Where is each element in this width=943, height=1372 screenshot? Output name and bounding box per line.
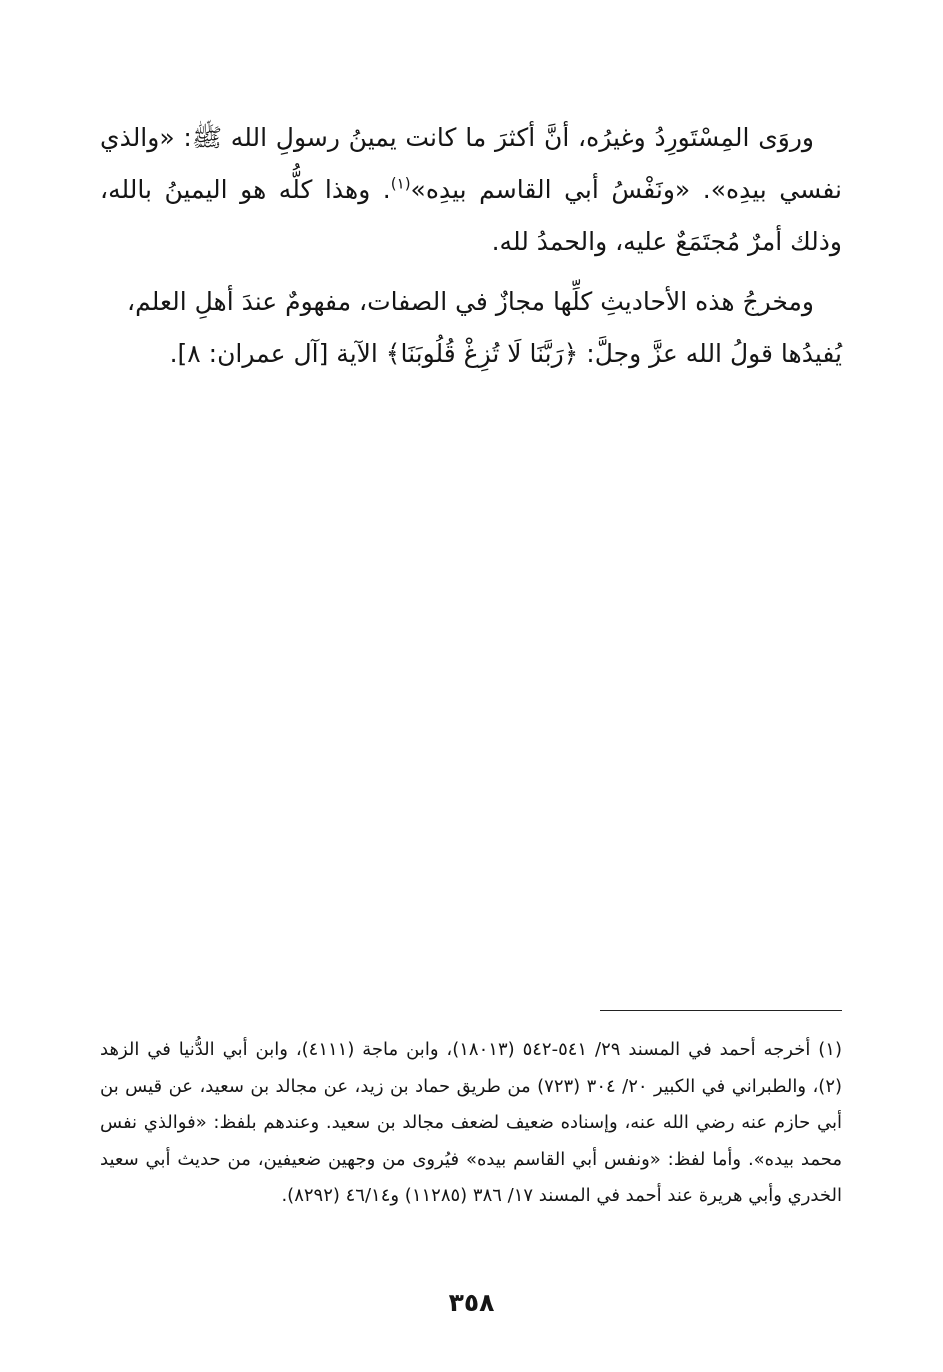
page-number: ٣٥٨ [448, 1288, 495, 1317]
footnote-reference: (١) [390, 174, 411, 193]
footnote-separator [600, 1010, 842, 1011]
paragraph-2: ومخرجُ هذه الأحاديثِ كلِّها مجازٌ في الصفات، مفهومٌ عندَ أهلِ العلم، يُفيدُها قولُ الله عزَّ وجلَّ: ﴿رَبَّنَا لَا تُزِغْ قُلُوبَنَا﴾ الآية [آل عمران: ٨]. [127, 287, 842, 368]
paragraph-1-text-a: وروَى المِسْتَورِدُ وغيرُه، أنَّ أكثرَ ما كانت يمينُ رسولِ الله ﷺ: «والذي نفسي بيدِه». «ونَفْسُ أبي القاسم بيدِه» [100, 123, 842, 204]
paragraph-1 [100, 112, 842, 268]
footnote-block [100, 1032, 842, 1215]
paragraph-1-text-b: . وهذا كلُّه هو اليمينُ بالله، وذلك أمرٌ مُجتَمَعٌ عليه، والحمدُ لله. [100, 175, 842, 256]
footnote-1: (١) أخرجه أحمد في المسند ٢٩/ ٥٤١-٥٤٢ (١٨٠١٣)، وابن ماجة (٤١١١)، وابن أبي الدُّنيا في الزهد (٢)، والطبراني في الكبير ٢٠/ ٣٠٤ (٧٢٣) من طريق حماد بن زيد، عن مجالد بن سعيد، عن قيس بن أبي حازم عنه رضي الله عنه، وإسناده ضعيف لضعف مجالد بن سعيد. وعندهم بلفظ: «فوالذي نفس محمد بيده». وأما لفظ: «ونفس أبي القاسم بيده» فيُروى من وجهين ضعيفين، من حديث أبي سعيد الخدري وأبي هريرة عند أحمد في المسند ١٧/ ٣٨٦ (١١٢٨٥) و٤٦/١٤ (٨٢٩٢). [100, 1039, 843, 1206]
main-text-block [100, 112, 842, 388]
